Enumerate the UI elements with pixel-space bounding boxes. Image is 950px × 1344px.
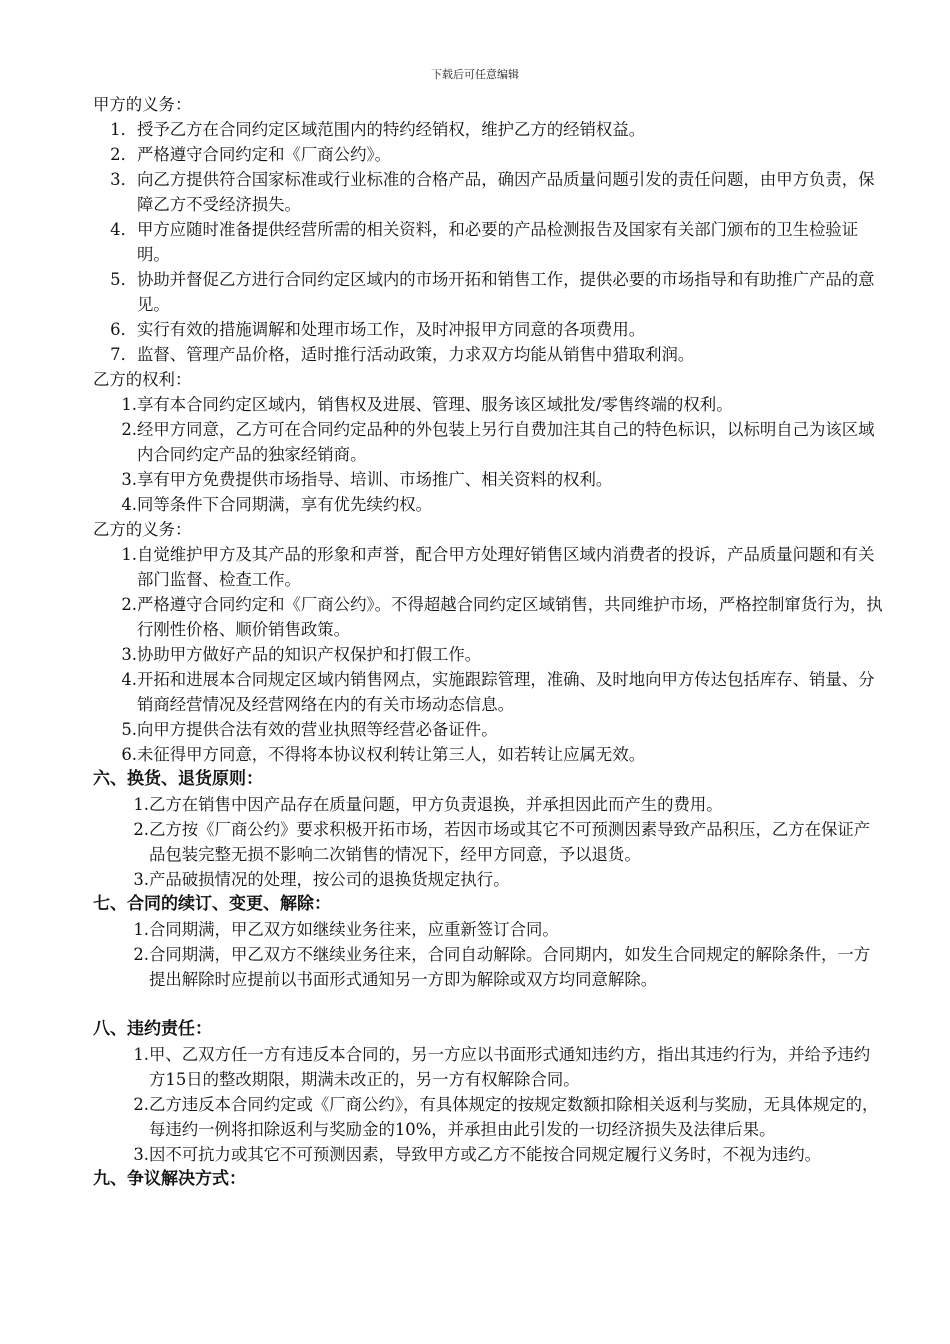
clause-number: 2.: [133, 1095, 149, 1114]
clause-item: [93, 867, 883, 892]
clause-text: 监督、管理产品价格，适时推行活动政策，力求双方均能从销售中猎取利润。: [137, 345, 695, 364]
clause-list: [93, 917, 883, 992]
clause-item: [93, 1142, 883, 1167]
clause-item: [93, 742, 883, 767]
clause-number: 3.: [133, 1145, 149, 1164]
clause-item: [93, 417, 883, 467]
section-heading: 甲方的义务：: [93, 95, 192, 114]
clause-list: [93, 542, 883, 767]
section-heading: 乙方的权利：: [93, 370, 192, 389]
clause-list: [93, 1042, 883, 1167]
clause-list: [93, 792, 883, 892]
clause-number: 1.: [121, 545, 137, 564]
clause-number: 5.: [121, 720, 137, 739]
clause-text: 乙方在销售中因产品存在质量问题，甲方负责退换，并承担因此而产生的费用。: [149, 795, 723, 814]
clause-text: 授予乙方在合同约定区域范围内的特约经销权，维护乙方的经销权益。: [137, 120, 646, 139]
clause-number: 4．: [110, 220, 137, 239]
clause-number: 7．: [110, 345, 137, 364]
clause-item: [93, 592, 883, 642]
clause-number: 6.: [121, 745, 137, 764]
clause-list: [93, 392, 883, 517]
section-heading: 乙方的义务：: [93, 520, 192, 539]
section-heading: 六、换货、退货原则：: [93, 769, 263, 789]
clause-number: 1．: [110, 120, 137, 139]
clause-text: 乙方违反本合同约定或《厂商公约》，有具体规定的按规定数额扣除相关返利与奖励，无具体规定的，每违约一例将扣除返利与奖励金的10%，并承担由此引发的一切经济损失及法律后果。: [149, 1095, 879, 1139]
clause-text: 向乙方提供符合国家标准或行业标准的合格产品，确因产品质量问题引发的责任问题，由甲方负责，保障乙方不受经济损失。: [137, 170, 875, 214]
clause-text: 合同期满，甲乙双方不继续业务往来，合同自动解除。合同期内，如发生合同规定的解除条件，一方提出解除时应提前以书面形式通知另一方即为解除或双方均同意解除。: [149, 945, 871, 989]
clause-text: 未征得甲方同意，不得将本协议权利转让第三人，如若转让应属无效。: [137, 745, 646, 764]
clause-item: [93, 817, 883, 867]
clause-item: [93, 392, 883, 417]
section-party-a-obligations: [93, 92, 883, 367]
clause-item: [93, 1092, 883, 1142]
clause-number: 2.: [133, 820, 149, 839]
clause-text: 享有甲方免费提供市场指导、培训、市场推广、相关资料的权利。: [137, 470, 613, 489]
clause-text: 经甲方同意，乙方可在合同约定品种的外包装上另行自费加注其自己的特色标识，以标明自己为该区域内合同约定产品的独家经销商。: [137, 420, 875, 464]
clause-text: 开拓和进展本合同规定区域内销售网点，实施跟踪管理，准确、及时地向甲方传达包括库存、销量、分销商经营情况及经营网络在内的有关市场动态信息。: [137, 670, 875, 714]
clause-item: [93, 267, 883, 317]
clause-text: 甲方应随时准备提供经营所需的相关资料，和必要的产品检测报告及国家有关部门颁布的卫生检验证明。: [137, 220, 859, 264]
clause-item: [93, 942, 883, 992]
header-note: 下载后可任意编辑: [431, 68, 519, 81]
clause-number: 4.: [121, 670, 137, 689]
clause-item: [93, 792, 883, 817]
section-dispute-resolution: [93, 1167, 883, 1192]
clause-text: 享有本合同约定区域内，销售权及进展、管理、服务该区域批发/零售终端的权利。: [137, 395, 733, 414]
clause-number: 2.: [133, 945, 149, 964]
clause-text: 协助甲方做好产品的知识产权保护和打假工作。: [137, 645, 482, 664]
section-renewal-termination: [93, 892, 883, 992]
section-heading: 七、合同的续订、变更、解除：: [93, 894, 331, 914]
clause-number: 3.: [121, 470, 137, 489]
clause-item: [93, 317, 883, 342]
clause-item: [93, 1042, 883, 1092]
clause-item: [93, 642, 883, 667]
clause-item: [93, 542, 883, 592]
clause-number: 2．: [110, 145, 137, 164]
clause-text: 甲、乙双方任一方有违反本合同的，另一方应以书面形式通知违约方，指出其违约行为，并给予违约方15日的整改期限，期满未改正的，另一方有权解除合同。: [149, 1045, 871, 1089]
clause-number: 3.: [133, 870, 149, 889]
clause-text: 严格遵守合同约定和《厂商公约》。不得超越合同约定区域销售，共同维护市场，严格控制窜货行为，执行刚性价格、顺价销售政策。: [137, 595, 883, 639]
clause-number: 3.: [121, 645, 137, 664]
clause-number: 2.: [121, 420, 137, 439]
clause-item: [93, 667, 883, 717]
clause-number: 1.: [133, 1045, 149, 1064]
section-party-b-obligations: [93, 517, 883, 767]
document-body: [93, 92, 883, 1192]
clause-number: 3．: [110, 170, 137, 189]
clause-text: 合同期满，甲乙双方如继续业务往来，应重新签订合同。: [149, 920, 559, 939]
clause-text: 产品破损情况的处理，按公司的退换货规定执行。: [149, 870, 510, 889]
section-liability: [93, 1017, 883, 1167]
clause-number: 5．: [110, 270, 137, 289]
clause-item: [93, 492, 883, 517]
clause-item: [93, 467, 883, 492]
clause-list: [93, 117, 883, 367]
section-heading: 八、违约责任：: [93, 1019, 212, 1039]
clause-number: 1.: [133, 920, 149, 939]
clause-item: [93, 117, 883, 142]
section-exchange-return: [93, 767, 883, 892]
clause-number: 1.: [121, 395, 137, 414]
clause-text: 协助并督促乙方进行合同约定区域内的市场开拓和销售工作，提供必要的市场指导和有助推广产品的意见。: [137, 270, 875, 314]
clause-number: 1.: [133, 795, 149, 814]
clause-item: [93, 717, 883, 742]
clause-text: 因不可抗力或其它不可预测因素，导致甲方或乙方不能按合同规定履行义务时，不视为违约。: [149, 1145, 822, 1164]
clause-text: 同等条件下合同期满，享有优先续约权。: [137, 495, 433, 514]
clause-number: 4.: [121, 495, 137, 514]
clause-number: 2.: [121, 595, 137, 614]
clause-item: [93, 917, 883, 942]
section-party-b-rights: [93, 367, 883, 517]
clause-item: [93, 217, 883, 267]
clause-text: 自觉维护甲方及其产品的形象和声誉，配合甲方处理好销售区域内消费者的投诉，产品质量问题和有关部门监督、检查工作。: [137, 545, 875, 589]
clause-text: 实行有效的措施调解和处理市场工作，及时冲报甲方同意的各项费用。: [137, 320, 646, 339]
clause-number: 6．: [110, 320, 137, 339]
clause-text: 乙方按《厂商公约》要求积极开拓市场，若因市场或其它不可预测因素导致产品积压，乙方在保证产品包装完整无损不影响二次销售的情况下，经甲方同意，予以退货。: [149, 820, 871, 864]
clause-item: [93, 167, 883, 217]
section-heading: 九、争议解决方式：: [93, 1169, 246, 1189]
clause-text: 严格遵守合同约定和《厂商公约》。: [137, 145, 392, 164]
clause-item: [93, 342, 883, 367]
clause-text: 向甲方提供合法有效的营业执照等经营必备证件。: [137, 720, 498, 739]
clause-item: [93, 142, 883, 167]
